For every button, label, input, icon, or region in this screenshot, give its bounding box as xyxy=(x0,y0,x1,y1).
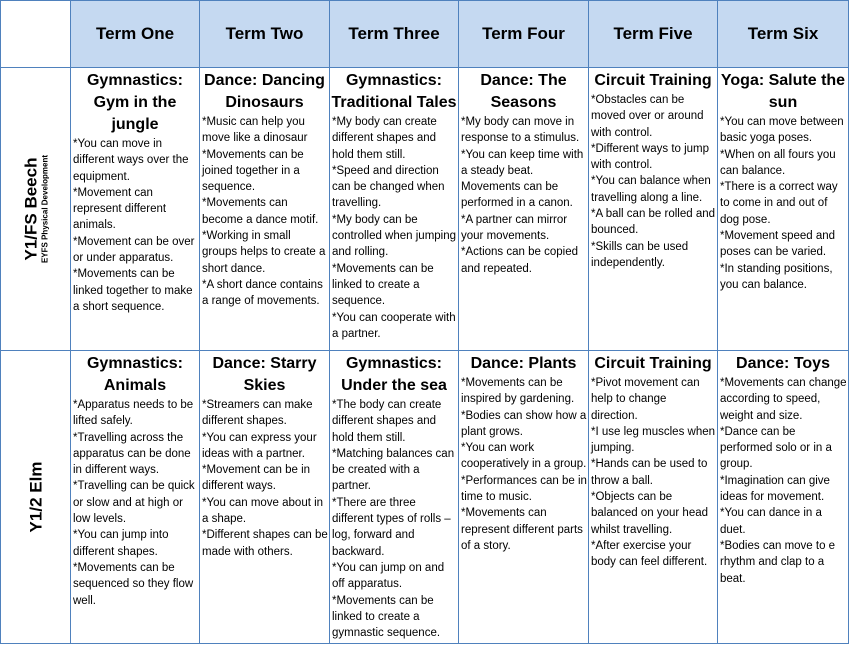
unit-point: *You can dance in a duet. xyxy=(720,507,822,536)
unit-point: *Movements can be linked together to make a short sequence. xyxy=(73,268,193,313)
unit-point: *Movements can represent different parts of a story. xyxy=(461,507,583,552)
row-title: Y1/2 Elm xyxy=(26,461,45,533)
unit-point: *You can jump on and off apparatus. xyxy=(332,561,445,591)
unit-point: *Objects can be balanced on your head whilst travelling. xyxy=(591,491,709,536)
unit-title: Dance: Toys xyxy=(736,355,830,372)
unit-title: Dance: The Seasons xyxy=(480,72,567,111)
unit-point: *Movements can be linked to create a gymnastic sequence. xyxy=(332,594,441,640)
unit-cell xyxy=(459,68,589,351)
unit-title: Gymnastics: Under the sea xyxy=(341,355,447,394)
unit-points xyxy=(200,397,329,560)
unit-title: Dance: Plants xyxy=(470,355,577,372)
unit-title: Gymnastics: Gym in the jungle xyxy=(86,72,184,133)
unit-point: *You can jump into different shapes. xyxy=(73,529,169,558)
unit-point: *Working in small groups helps to create a short dance. xyxy=(202,230,326,275)
header-row xyxy=(1,1,849,68)
unit-point: *The body can create different shapes and hold them still. xyxy=(332,399,442,444)
term-header: Term Five xyxy=(589,1,718,68)
unit-title: Gymnastics: Animals xyxy=(86,355,184,394)
unit-point: *In standing positions, you can balance. xyxy=(720,262,833,291)
unit-point: *A partner can mirror your movements. xyxy=(461,213,568,243)
unit-points xyxy=(459,375,588,554)
unit-point: *Travelling can be quick or slow and at high or low levels. xyxy=(73,480,195,526)
unit-point: *My body can create different shapes and hold them still. xyxy=(332,116,437,161)
unit-cell xyxy=(589,68,718,351)
unit-cell xyxy=(71,351,200,644)
unit-cell xyxy=(71,68,200,351)
unit-point: *When on all fours you can balance. xyxy=(720,148,836,177)
unit-point: *Movement speed and poses can be varied. xyxy=(720,230,836,259)
unit-point: *You can work cooperatively in a group. xyxy=(461,442,587,471)
unit-point: *Performances can be in time to music. xyxy=(461,474,587,504)
unit-point: *My body can be controlled when jumping and rolling. xyxy=(332,213,457,259)
unit-point: *Actions can be copied and repeated. xyxy=(461,246,578,275)
unit-point: *Movements can be inspired by gardening. xyxy=(461,377,575,406)
term-header: Term Three xyxy=(330,1,459,68)
unit-point: *Movements can change according to speed, weight and size. xyxy=(720,377,847,422)
unit-point: *Dance can be performed solo or in a group. xyxy=(720,425,832,471)
unit-points xyxy=(589,92,717,271)
unit-point: *Matching balances can be created with a partner. xyxy=(332,447,455,493)
unit-point: *Movements can be sequenced so they flow well. xyxy=(73,561,194,607)
unit-point: *Movement can be over or under apparatus. xyxy=(73,235,195,265)
unit-points xyxy=(718,114,848,293)
unit-point: *Different shapes can be made with others. xyxy=(202,529,328,558)
row-header-label xyxy=(21,155,50,263)
unit-title: Dance: Dancing Dinosaurs xyxy=(204,72,325,111)
unit-point: *Movements can be linked to create a sequence. xyxy=(332,262,434,308)
unit-points xyxy=(589,375,717,571)
unit-point: *Imagination can give ideas for movement. xyxy=(720,474,830,504)
unit-points xyxy=(200,114,329,310)
unit-point: *Movements can be joined together in a sequence. xyxy=(202,148,304,194)
unit-point: *There is a correct way to come in and out of dog pose. xyxy=(720,181,838,226)
unit-points xyxy=(71,397,199,609)
row-header xyxy=(1,351,71,644)
unit-point: *Travelling across the apparatus can be done in different ways. xyxy=(73,431,191,477)
unit-point: *My body can move in response to a stimulus. xyxy=(461,116,580,145)
unit-cell xyxy=(330,351,459,644)
unit-point: *Streamers can make different shapes. xyxy=(202,399,313,428)
unit-cell xyxy=(200,68,330,351)
term-header: Term Two xyxy=(200,1,330,68)
unit-point: *After exercise your body can feel different. xyxy=(591,539,708,569)
unit-point: *Movement can be in different ways. xyxy=(202,464,311,493)
unit-title: Gymnastics: Traditional Tales xyxy=(331,72,457,111)
unit-point: *You can move about in a shape. xyxy=(202,496,324,526)
unit-point: *Speed and direction can be changed when travelling. xyxy=(332,164,445,210)
unit-title: Circuit Training xyxy=(594,72,712,89)
unit-point: *You can move between basic yoga poses. xyxy=(720,116,844,145)
unit-point: *Pivot movement can help to change direction. xyxy=(591,377,700,422)
unit-point: *You can keep time with a steady beat. Movements can be performed in a canon. xyxy=(461,148,584,210)
unit-cell xyxy=(459,351,589,644)
unit-title: Yoga: Salute the sun xyxy=(720,72,846,111)
unit-point: *A ball can be rolled and bounced. xyxy=(591,208,716,237)
term-header: Term Four xyxy=(459,1,589,68)
unit-points xyxy=(459,114,588,277)
unit-point: *You can cooperate with a partner. xyxy=(332,311,456,340)
unit-title: Circuit Training xyxy=(594,355,712,372)
unit-point: *I use leg muscles when jumping. xyxy=(591,425,716,455)
row-subtitle: EYFS Physical Development xyxy=(40,154,49,264)
unit-point: *You can move in different ways over the equipment. xyxy=(73,138,189,183)
table-row xyxy=(1,351,849,644)
unit-point: *Movements can become a dance motif. xyxy=(202,197,319,226)
unit-point: *Different ways to jump with control. xyxy=(591,142,710,172)
unit-point: *Movement can represent different animals. xyxy=(73,186,167,232)
term-header: Term Six xyxy=(718,1,849,68)
unit-point: *Skills can be used independently. xyxy=(591,240,689,269)
unit-cell xyxy=(589,351,718,644)
table-row xyxy=(1,68,849,351)
unit-point: *Obstacles can be moved over or around with control. xyxy=(591,94,704,139)
corner-cell xyxy=(1,1,71,68)
unit-point: *Hands can be used to throw a ball. xyxy=(591,458,708,487)
row-header-label xyxy=(26,462,45,533)
row-title: Y1/FS Beech xyxy=(21,157,40,261)
unit-title: Dance: Starry Skies xyxy=(212,355,317,394)
unit-point: *Bodies can move to e rhythm and clap to a beat. xyxy=(720,539,836,585)
unit-point: *You can balance when travelling along a line. xyxy=(591,175,711,204)
unit-point: *A short dance contains a range of movements. xyxy=(202,278,323,308)
unit-point: *There are three different types of rolls – log, forward and backward. xyxy=(332,496,451,558)
unit-cell xyxy=(330,68,459,351)
unit-points xyxy=(330,114,458,342)
row-header xyxy=(1,68,71,351)
unit-cell xyxy=(200,351,330,644)
unit-cell xyxy=(718,68,849,351)
unit-point: *You can express your ideas with a partner. xyxy=(202,431,317,460)
unit-point: *Apparatus needs to be lifted safely. xyxy=(73,399,194,428)
unit-point: *Bodies can show how a plant grows. xyxy=(461,409,587,438)
unit-cell xyxy=(718,351,849,644)
unit-points xyxy=(718,375,848,587)
unit-points xyxy=(71,136,199,315)
unit-points xyxy=(330,397,458,641)
term-header: Term One xyxy=(71,1,200,68)
unit-point: *Music can help you move like a dinosaur xyxy=(202,116,308,145)
